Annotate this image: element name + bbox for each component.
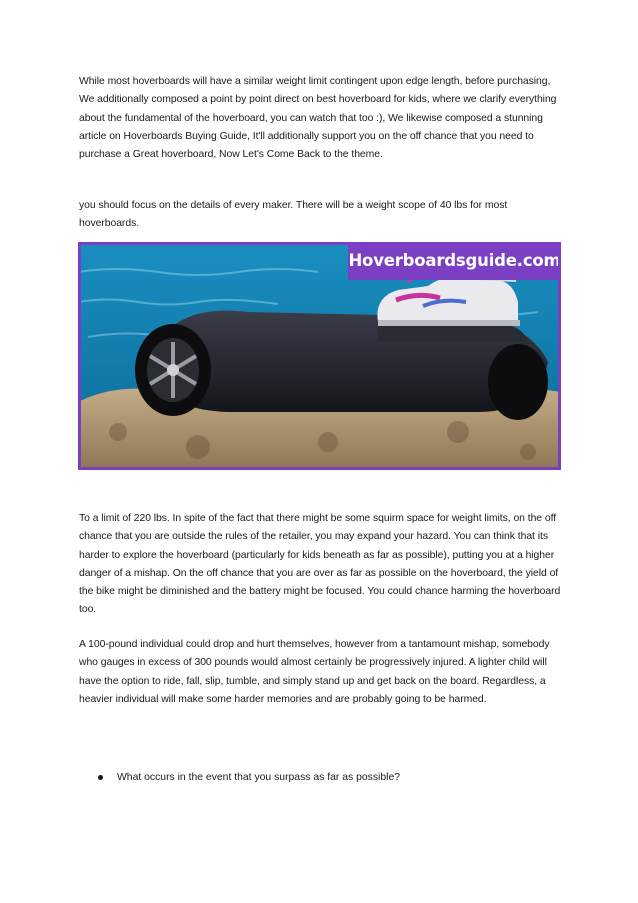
list-item-label: What occurs in the event that you surpass as far as possible?: [117, 772, 401, 783]
bullet-list: [79, 769, 565, 787]
banner-label: Hoverboardsguide.com: [348, 242, 561, 280]
bullet-icon: [98, 775, 103, 780]
paragraph-limit: To a limit of 220 lbs. In spite of the fact that there might be some squirm space for weight limits, on the off chance that you are outside the rules of the retailer, you may expand your hazard. You can think that its harder to explore the hoverboard (particularly for kids beneath as far as possible), putting you at a higher danger of a mishap. On the off chance that you are over as far as possible on the hoverboard, the yield of the bike might be diminished and the battery might be focused. You could chance harming the hoverboard too.: [79, 513, 561, 616]
hoverboard-photo: [78, 242, 561, 470]
paragraph-intro: While most hoverboards will have a similar weight limit contingent upon edge length, before purchasing, We additionally composed a point by point direct on best hoverboard for kids, where we clarify everything about the fundamental of the hoverboard, you can watch that too :), We likewise composed a stunning article on Hoverboards Buying Guide, It'll additionally support you on the off chance that you need to purchase a Great hoverboard, Now Let's Come Back to the theme.: [79, 76, 557, 161]
paragraph-weight-scope: you should focus on the details of every maker. There will be a weight scope of 40 lbs for most hoverboards.: [79, 200, 508, 230]
list-item: [79, 769, 565, 787]
paragraph-injury: A 100-pound individual could drop and hurt themselves, however from a tantamount mishap, somebody who gauges in excess of 300 pounds would almost certainly be progressively injured. A lighter child will have the option to ride, fall, slip, tumble, and simply stand up and get back on the board. Regardless, a heavier individual will make some harder memories and are probably going to be harmed.: [79, 639, 550, 705]
